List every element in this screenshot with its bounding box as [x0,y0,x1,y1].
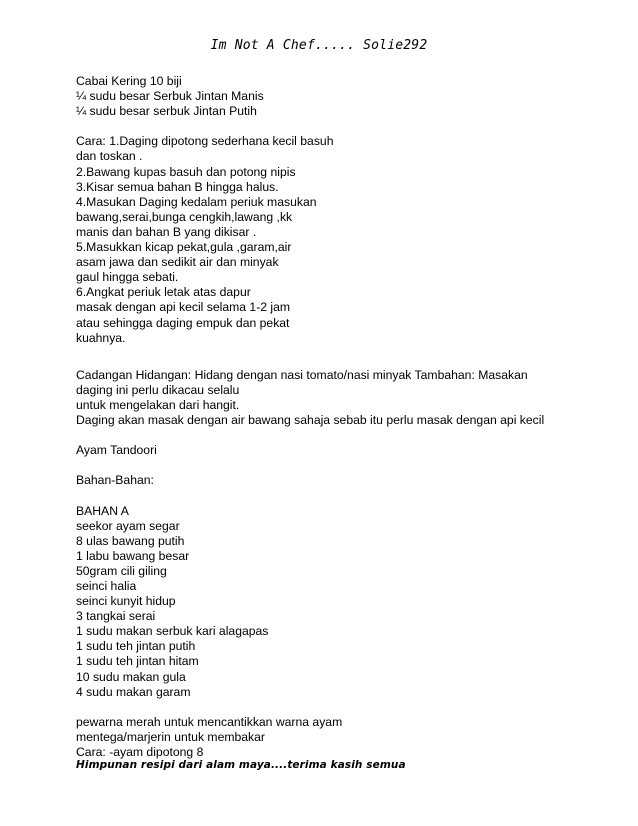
text-line: 8 ulas bawang putih [76,533,185,548]
text-line: seinci halia [76,579,137,593]
text-line: 3.Kisar semua bahan B hingga halus. [76,179,279,194]
text-line: seekor ayam segar [76,518,180,533]
recipe-body [76,74,616,760]
text-line: 50gram cili giling [76,563,167,578]
text-line: 5.Masukkan kicap pekat,gula ,garam,air [76,240,292,255]
text-line: mentega/marjerin untuk membakar [76,729,265,744]
text-line: Cadangan Hidangan: Hidang dengan nasi tomato/nasi minyak Tambahan: Masakan [76,367,528,382]
paragraph-spacer [76,488,616,503]
page-footer: Himpunan resipi dari alam maya....terima kasih semua [76,759,406,771]
text-line: 4.Masukan Daging kedalam periuk masukan [76,194,317,209]
text-line: masak dengan api kecil selama 1-2 jam [76,300,291,315]
text-line: 2.Bawang kupas basuh dan potong nipis [76,164,296,179]
text-line: dan toskan . [76,149,143,164]
text-line: 1 sudu teh jintan putih [76,639,196,654]
text-line: pewarna merah untuk mencantikkan warna ayam [76,714,343,729]
text-line: 3 tangkai serai [76,609,156,624]
text-line: BAHAN A [76,503,129,518]
text-line: Daging akan masak dengan air bawang sahaja sebab itu perlu masak dengan api kecil [76,412,545,427]
text-line: gaul hingga sebati. [76,270,179,285]
page-header: Im Not A Chef..... Solie292 [210,38,428,53]
text-line: ¼ sudu besar Serbuk Jintan Manis [76,89,264,104]
text-line: asam jawa dan sedikit air dan minyak [76,255,279,270]
text-line: Bahan-Bahan: [76,473,154,488]
text-line: 4 sudu makan garam [76,684,191,699]
paragraph-spacer [76,119,616,134]
text-line: atau sehingga daging empuk dan pekat [76,315,290,330]
paragraph-spacer [76,428,616,443]
text-line: kuahnya. [76,330,126,345]
text-line: bawang,serai,bunga cengkih,lawang ,kk [76,209,293,224]
paragraph-spacer [76,346,616,368]
text-line: untuk mengelakan dari hangit. [76,397,240,412]
text-line: Cabai Kering 10 biji [76,74,182,88]
text-line: daging ini perlu dikacau selalu [76,382,240,397]
text-line: Cara: -ayam dipotong 8 [76,745,204,760]
text-line: 1 sudu teh jintan hitam [76,654,199,669]
text-line: 1 labu bawang besar [76,548,190,563]
paragraph-spacer [76,700,616,715]
text-line: 6.Angkat periuk letak atas dapur [76,285,251,300]
paragraph-spacer [76,458,616,473]
text-line: seinci kunyit hidup [76,594,176,609]
text-line: Cara: 1.Daging dipotong sederhana kecil basuh [76,134,334,149]
text-line: Ayam Tandoori [76,443,157,458]
text-line: manis dan bahan B yang dikisar . [76,224,257,239]
text-line: 1 sudu makan serbuk kari alagapas [76,624,269,639]
text-line: ¼ sudu besar serbuk Jintan Putih [76,104,257,119]
text-line: 10 sudu makan gula [76,669,186,684]
